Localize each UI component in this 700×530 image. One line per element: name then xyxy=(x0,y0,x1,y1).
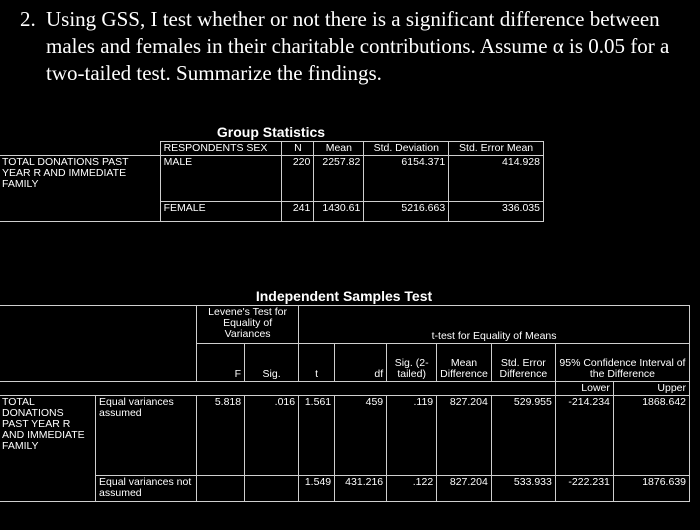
row-label: TOTAL DONATIONS PAST YEAR R AND IMMEDIATE FAMILY xyxy=(0,396,96,502)
ci-upper-cell: 1876.639 xyxy=(613,476,689,502)
sex-cell: FEMALE xyxy=(160,202,282,222)
col-std-error-difference: Std. Error Difference xyxy=(491,344,555,382)
t-cell: 1.561 xyxy=(299,396,335,476)
header-std-deviation: Std. Deviation xyxy=(364,142,449,156)
ci-lower-cell: -222.231 xyxy=(555,476,613,502)
row-label: TOTAL DONATIONS PAST YEAR R AND IMMEDIATE FAMILY xyxy=(0,156,160,222)
std-error-difference-cell: 533.933 xyxy=(491,476,555,502)
f-cell xyxy=(197,476,245,502)
header-respondents-sex: RESPONDENTS SEX xyxy=(160,142,282,156)
question-block xyxy=(20,6,695,87)
col-sig-two-tailed: Sig. (2-tailed) xyxy=(387,344,437,382)
independent-samples-table xyxy=(0,289,690,502)
header-n: N xyxy=(282,142,314,156)
t-cell: 1.549 xyxy=(299,476,335,502)
col-df: df xyxy=(335,344,387,382)
sig-cell: .016 xyxy=(245,396,299,476)
sig-cell xyxy=(245,476,299,502)
question-number: 2. xyxy=(20,7,36,31)
ci-lower-cell: -214.234 xyxy=(555,396,613,476)
df-cell: 459 xyxy=(335,396,387,476)
group-statistics-table xyxy=(0,125,544,222)
col-sig: Sig. xyxy=(245,344,299,382)
sig-two-tailed-cell: .122 xyxy=(387,476,437,502)
n-cell: 220 xyxy=(282,156,314,202)
levene-header: Levene's Test for Equality of Variances xyxy=(197,306,299,344)
independent-samples-title: Independent Samples Test xyxy=(255,288,433,304)
col-f: F xyxy=(197,344,245,382)
variance-label: Equal variances not assumed xyxy=(96,476,197,502)
header-std-error-mean: Std. Error Mean xyxy=(449,142,544,156)
question-text: Using GSS, I test whether or not there is a significant difference between males and females in their charitable contributions. Assume α is 0.05 for a two-tailed test. Summarize the findings. xyxy=(46,7,670,85)
mean-difference-cell: 827.204 xyxy=(437,476,492,502)
col-mean-difference: Mean Difference xyxy=(437,344,492,382)
n-cell: 241 xyxy=(282,202,314,222)
sd-cell: 5216.663 xyxy=(364,202,449,222)
ttest-header: t-test for Equality of Means xyxy=(299,306,690,344)
se-cell: 336.035 xyxy=(449,202,544,222)
se-cell: 414.928 xyxy=(449,156,544,202)
sd-cell: 6154.371 xyxy=(364,156,449,202)
sig-two-tailed-cell: .119 xyxy=(387,396,437,476)
mean-difference-cell: 827.204 xyxy=(437,396,492,476)
header-mean: Mean xyxy=(314,142,364,156)
df-cell: 431.216 xyxy=(335,476,387,502)
std-error-difference-cell: 529.955 xyxy=(491,396,555,476)
mean-cell: 1430.61 xyxy=(314,202,364,222)
mean-cell: 2257.82 xyxy=(314,156,364,202)
ci-header: 95% Confidence Interval of the Difference xyxy=(555,344,689,382)
group-statistics-title: Group Statistics xyxy=(216,124,326,140)
col-lower: Lower xyxy=(555,382,613,396)
variance-label: Equal variances assumed xyxy=(96,396,197,476)
col-upper: Upper xyxy=(613,382,689,396)
f-cell: 5.818 xyxy=(197,396,245,476)
col-t: t xyxy=(299,344,335,382)
sex-cell: MALE xyxy=(160,156,282,202)
ci-upper-cell: 1868.642 xyxy=(613,396,689,476)
